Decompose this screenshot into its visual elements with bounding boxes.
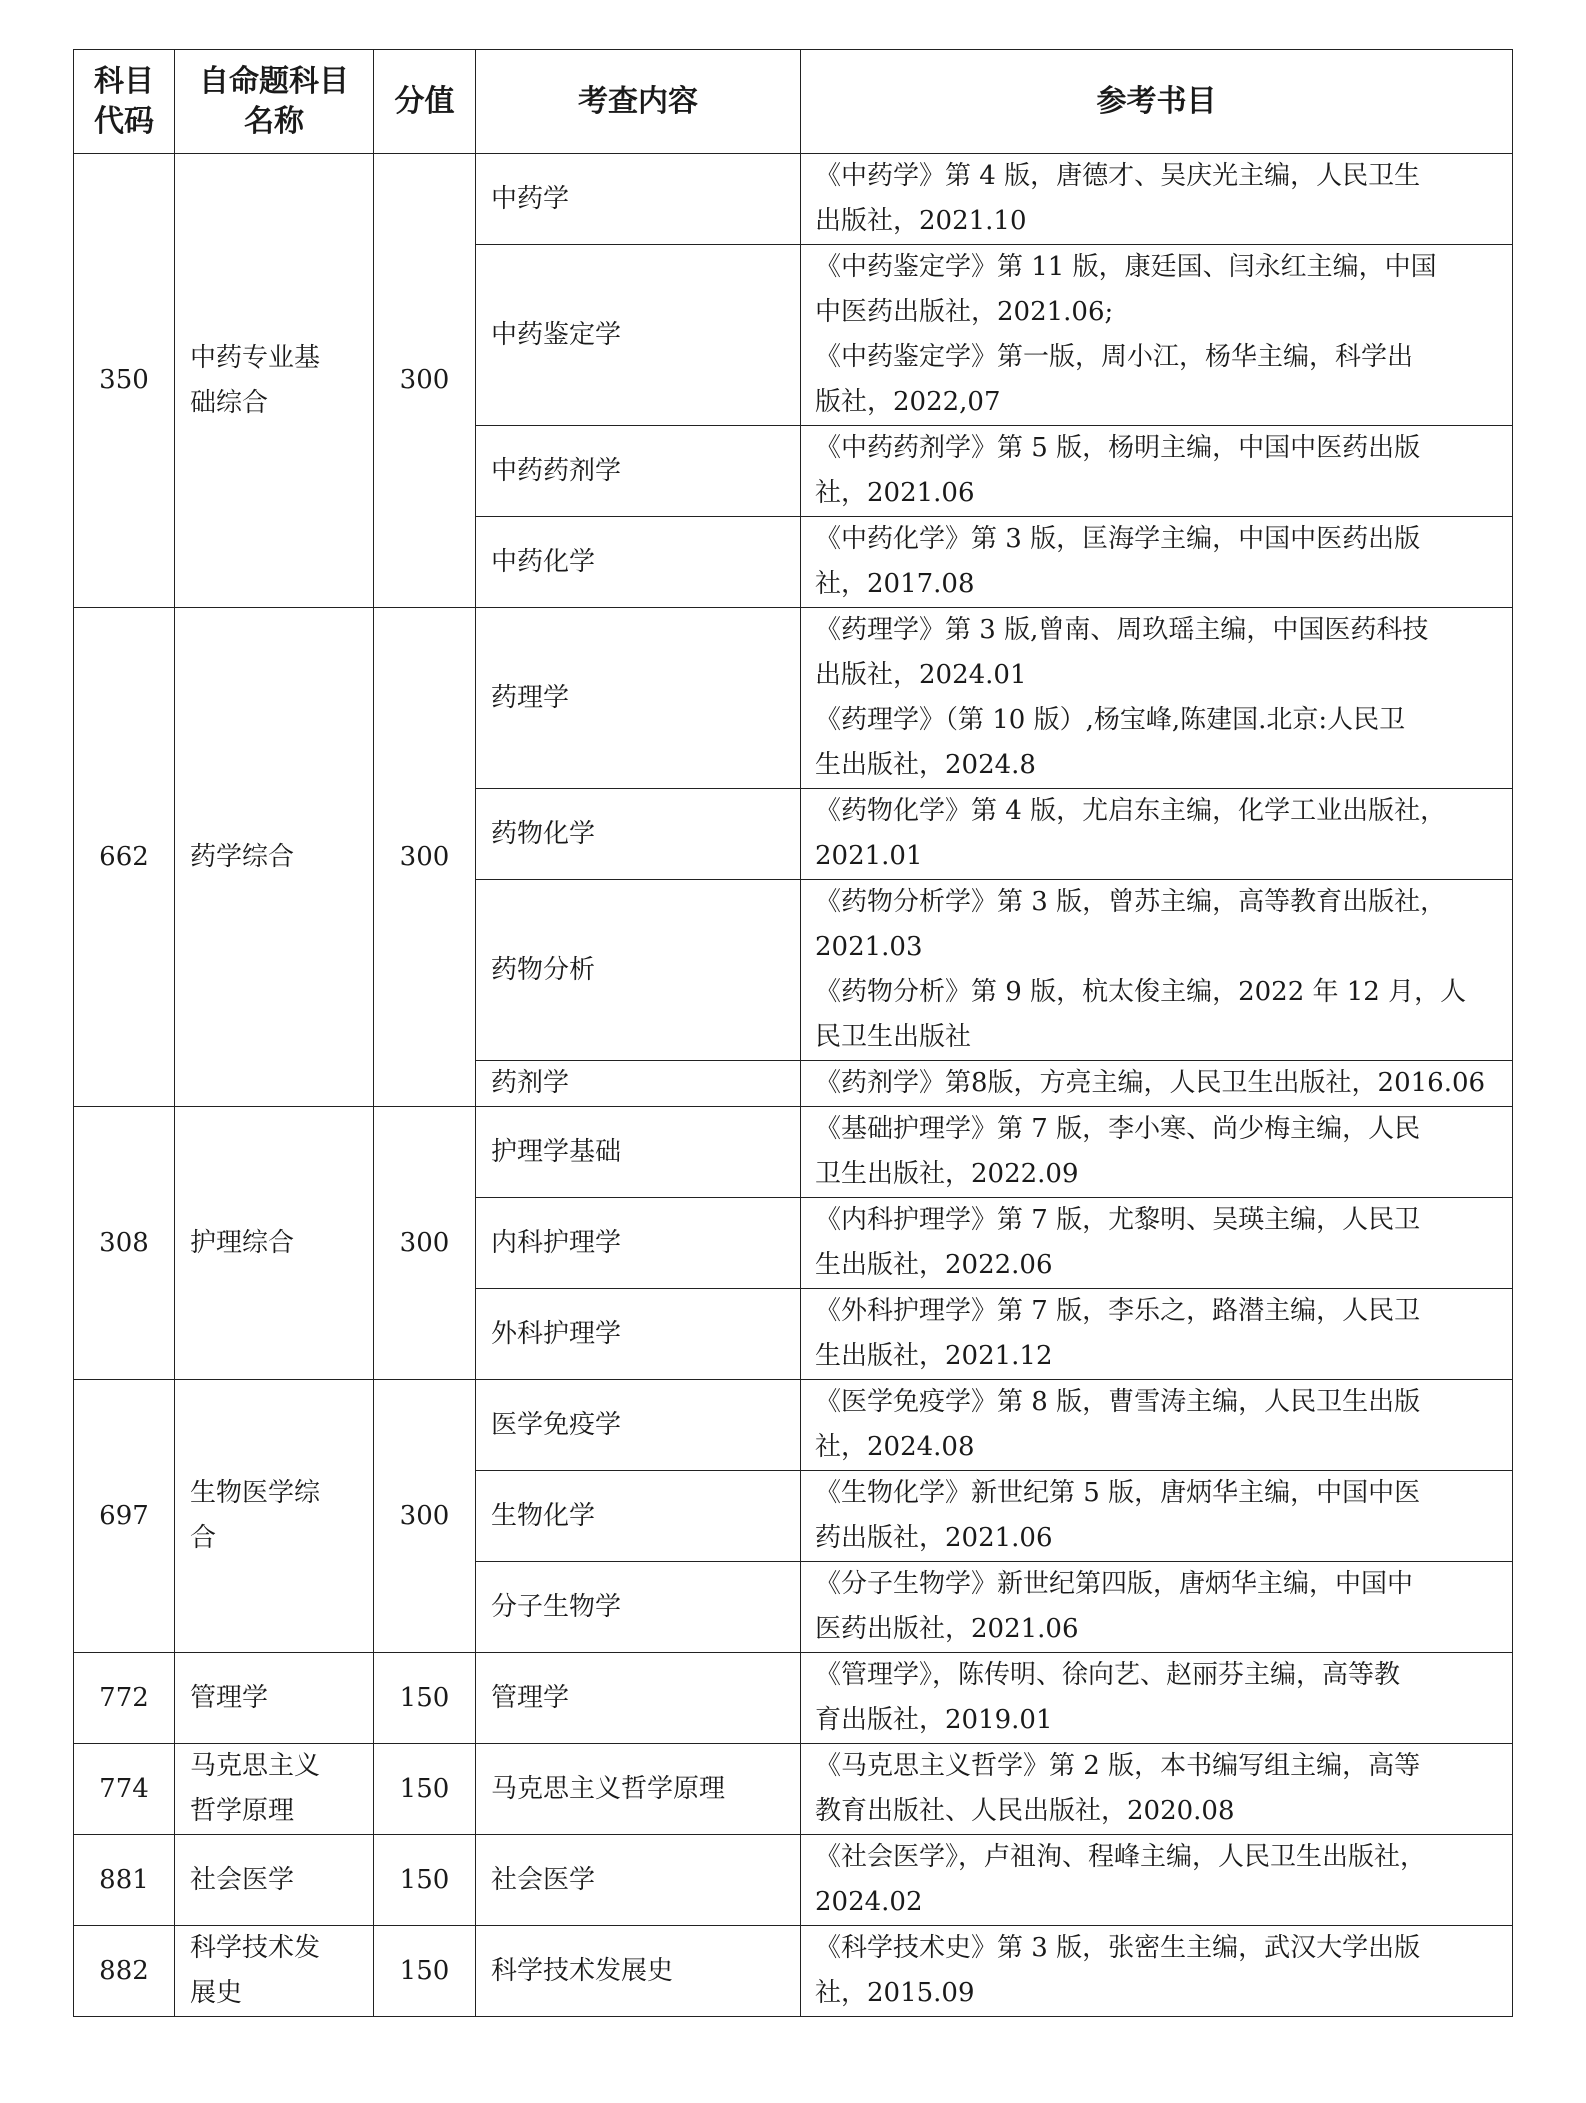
exam-content: 马克思主义哲学原理 [476, 1744, 801, 1835]
reference-line: 《药物化学》第 4 版，尤启东主编，化学工业出版社， [815, 796, 1447, 826]
header-subject-name: 自命题科目 名称 [175, 50, 374, 154]
header-row [74, 50, 1513, 154]
reference-line: 出版社，2021.10 [815, 206, 1027, 236]
exam-content: 中药药剂学 [476, 426, 801, 517]
reference-line: 版社，2022,07 [815, 387, 1001, 417]
table-row [74, 1744, 1513, 1835]
reference-line: 《管理学》，陈传明、徐向艺、赵丽芬主编，高等教 [815, 1660, 1401, 1690]
header-score: 分值 [374, 50, 476, 154]
subject-score: 150 [374, 1926, 476, 2017]
subject-score: 150 [374, 1744, 476, 1835]
reference-books [801, 154, 1513, 245]
subject-score: 300 [374, 1107, 476, 1380]
exam-content: 医学免疫学 [476, 1380, 801, 1471]
exam-content: 中药鉴定学 [476, 245, 801, 426]
reference-books [801, 1562, 1513, 1653]
header-references: 参考书目 [801, 50, 1513, 154]
reference-line: 民卫生出版社 [815, 1022, 972, 1052]
reference-line: 《药剂学》第8版，方亮主编，人民卫生出版社，2016.06 [815, 1068, 1486, 1098]
syllabus-table [73, 49, 1513, 2017]
reference-line: 《外科护理学》第 7 版，李乐之，路潜主编，人民卫 [815, 1296, 1421, 1326]
reference-books [801, 1653, 1513, 1744]
reference-line: 《马克思主义哲学》第 2 版，本书编写组主编，高等 [815, 1751, 1421, 1781]
reference-line: 《中药化学》第 3 版，匡海学主编，中国中医药出版 [815, 524, 1421, 554]
subject-score: 150 [374, 1835, 476, 1926]
exam-content: 中药化学 [476, 517, 801, 608]
reference-books [801, 1926, 1513, 2017]
subject-name: 社会医学 [175, 1835, 374, 1926]
table-row [74, 608, 1513, 789]
exam-content: 管理学 [476, 1653, 801, 1744]
table-row [74, 1926, 1513, 2017]
reference-line: 出版社，2024.01 [815, 660, 1027, 690]
reference-line: 2021.01 [815, 841, 923, 871]
reference-line: 教育出版社、人民出版社，2020.08 [815, 1796, 1235, 1826]
reference-line: 《社会医学》，卢祖洵、程峰主编，人民卫生出版社， [815, 1842, 1427, 1872]
exam-content: 分子生物学 [476, 1562, 801, 1653]
subject-score: 150 [374, 1653, 476, 1744]
reference-line: 卫生出版社，2022.09 [815, 1159, 1079, 1189]
subject-score: 300 [374, 608, 476, 1107]
subject-code: 697 [74, 1380, 175, 1653]
table-row [74, 1380, 1513, 1471]
exam-content: 药物化学 [476, 789, 801, 880]
reference-books [801, 517, 1513, 608]
reference-books [801, 426, 1513, 517]
header-content: 考查内容 [476, 50, 801, 154]
subject-name: 护理综合 [175, 1107, 374, 1380]
exam-content: 药剂学 [476, 1061, 801, 1107]
reference-books [801, 1289, 1513, 1380]
reference-line: 2024.02 [815, 1887, 923, 1917]
subject-code: 308 [74, 1107, 175, 1380]
reference-line: 社，2017.08 [815, 569, 975, 599]
exam-content: 药理学 [476, 608, 801, 789]
exam-content: 外科护理学 [476, 1289, 801, 1380]
reference-books [801, 1061, 1513, 1107]
reference-books [801, 1107, 1513, 1198]
reference-line: 《内科护理学》第 7 版，尤黎明、吴瑛主编，人民卫 [815, 1205, 1421, 1235]
reference-line: 《医学免疫学》第 8 版，曹雪涛主编，人民卫生出版 [815, 1387, 1421, 1417]
subject-code: 350 [74, 154, 175, 608]
subject-score: 300 [374, 154, 476, 608]
table-row [74, 1653, 1513, 1744]
reference-line: 《药物分析学》第 3 版，曾苏主编，高等教育出版社， [815, 887, 1447, 917]
exam-content: 药物分析 [476, 880, 801, 1061]
reference-line: 社，2024.08 [815, 1432, 975, 1462]
subject-name: 药学综合 [175, 608, 374, 1107]
subject-name: 中药专业基 础综合 [175, 154, 374, 608]
reference-line: 社，2015.09 [815, 1978, 975, 2008]
exam-content: 护理学基础 [476, 1107, 801, 1198]
reference-books [801, 789, 1513, 880]
reference-books [801, 608, 1513, 789]
reference-books [801, 1380, 1513, 1471]
reference-line: 《生物化学》新世纪第 5 版，唐炳华主编，中国中医 [815, 1478, 1421, 1508]
subject-code: 772 [74, 1653, 175, 1744]
exam-content: 中药学 [476, 154, 801, 245]
table-body [74, 154, 1513, 2017]
reference-line: 《中药药剂学》第 5 版，杨明主编，中国中医药出版 [815, 433, 1421, 463]
exam-content: 社会医学 [476, 1835, 801, 1926]
exam-content: 内科护理学 [476, 1198, 801, 1289]
reference-books [801, 245, 1513, 426]
reference-line: 《科学技术史》第 3 版，张密生主编，武汉大学出版 [815, 1933, 1421, 1963]
reference-line: 生出版社，2024.8 [815, 750, 1036, 780]
table-row [74, 1107, 1513, 1198]
subject-name: 科学技术发 展史 [175, 1926, 374, 2017]
subject-code: 662 [74, 608, 175, 1107]
reference-line: 生出版社，2022.06 [815, 1250, 1053, 1280]
subject-score: 300 [374, 1380, 476, 1653]
reference-line: 医药出版社，2021.06 [815, 1614, 1079, 1644]
reference-line: 《基础护理学》第 7 版，李小寒、尚少梅主编，人民 [815, 1114, 1421, 1144]
exam-content: 生物化学 [476, 1471, 801, 1562]
subject-name: 管理学 [175, 1653, 374, 1744]
reference-line: 社，2021.06 [815, 478, 975, 508]
reference-line: 《分子生物学》新世纪第四版，唐炳华主编，中国中 [815, 1569, 1414, 1599]
subject-code: 882 [74, 1926, 175, 2017]
subject-code: 881 [74, 1835, 175, 1926]
reference-line: 《药理学》第 3 版,曾南、周玖瑶主编，中国医药科技 [815, 615, 1429, 645]
reference-line: 《药理学》（第 10 版）,杨宝峰,陈建国.北京:人民卫 [815, 705, 1406, 735]
subject-code: 774 [74, 1744, 175, 1835]
reference-line: 中医药出版社，2021.06; [815, 297, 1114, 327]
table-row [74, 1835, 1513, 1926]
reference-line: 《中药鉴定学》第一版，周小江，杨华主编，科学出 [815, 342, 1414, 372]
reference-line: 2021.03 [815, 932, 923, 962]
subject-name: 马克思主义 哲学原理 [175, 1744, 374, 1835]
exam-content: 科学技术发展史 [476, 1926, 801, 2017]
subject-name: 生物医学综 合 [175, 1380, 374, 1653]
reference-line: 药出版社，2021.06 [815, 1523, 1053, 1553]
header-subject-code: 科目 代码 [74, 50, 175, 154]
reference-line: 《药物分析》第 9 版，杭太俊主编，2022 年 12 月，人 [815, 977, 1467, 1007]
reference-books [801, 880, 1513, 1061]
table-row [74, 154, 1513, 245]
reference-books [801, 1835, 1513, 1926]
reference-books [801, 1471, 1513, 1562]
reference-books [801, 1744, 1513, 1835]
reference-line: 生出版社，2021.12 [815, 1341, 1053, 1371]
reference-line: 《中药学》第 4 版，唐德才、吴庆光主编，人民卫生 [815, 161, 1421, 191]
reference-line: 育出版社，2019.01 [815, 1705, 1053, 1735]
reference-books [801, 1198, 1513, 1289]
reference-line: 《中药鉴定学》第 11 版，康廷国、闫永红主编，中国 [815, 252, 1437, 282]
